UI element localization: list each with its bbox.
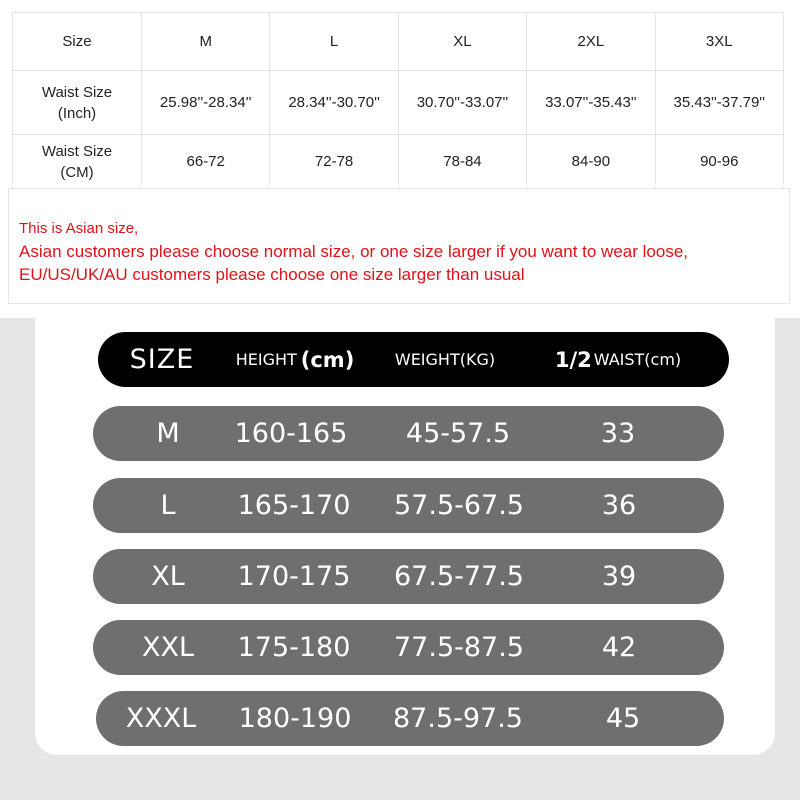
row-height: 175-180	[237, 632, 351, 663]
header-height-unit: (cm)	[300, 347, 355, 372]
table-cell: 25.98''-28.34''	[142, 71, 270, 135]
table-header-cell: M	[142, 13, 270, 71]
header-waist-prefix: 1/2	[554, 347, 592, 372]
row-size: XXXL	[125, 703, 197, 734]
row-height: 170-175	[237, 561, 351, 592]
row-height: 180-190	[238, 703, 352, 734]
table-header-row	[13, 13, 784, 71]
table-cell: 30.70''-33.07''	[398, 71, 526, 135]
header-waist-label: WAIST(cm)	[593, 350, 682, 369]
header-size-label: SIZE	[129, 344, 195, 375]
table-header-cell: XL	[398, 13, 526, 71]
row-waist: 36	[601, 490, 637, 521]
table-cell: 33.07''-35.43''	[527, 71, 655, 135]
table-cut-divider	[12, 184, 784, 186]
table-header-cell: Size	[13, 13, 142, 71]
table-cell: 84-90	[527, 135, 655, 189]
row-label-cell	[13, 71, 142, 135]
row-waist: 39	[601, 561, 637, 592]
chart-row	[96, 691, 724, 746]
table-cell: 28.34''-30.70''	[270, 71, 398, 135]
header-weight-unit: (KG)	[459, 350, 496, 369]
table-cell: 66-72	[142, 135, 270, 189]
row-height: 160-165	[234, 418, 348, 449]
row-label-line: Waist Size	[41, 83, 113, 101]
header-waist	[538, 332, 698, 387]
note-line: EU/US/UK/AU customers please choose one size larger than usual	[19, 265, 525, 284]
chart-header-pill	[98, 332, 729, 387]
header-height	[226, 332, 364, 387]
chart-row	[93, 620, 724, 675]
row-waist: 45	[605, 703, 641, 734]
row-size: L	[160, 490, 176, 521]
row-weight: 45-57.5	[405, 418, 511, 449]
row-label-unit: (Inch)	[57, 104, 97, 122]
table-cell: 35.43''-37.79''	[655, 71, 783, 135]
note-line: This is Asian size,	[19, 220, 139, 237]
table-row	[13, 71, 784, 135]
row-waist: 33	[600, 418, 636, 449]
note-line: Asian customers please choose normal size, or one size larger if you want to wear loose,	[19, 242, 688, 261]
row-weight: 57.5-67.5	[394, 490, 524, 521]
table-row	[13, 135, 784, 189]
row-size: M	[156, 418, 180, 449]
table-cell: 78-84	[398, 135, 526, 189]
table-header-cell: 2XL	[527, 13, 655, 71]
row-label-line: Waist Size	[41, 142, 113, 160]
row-label-cell	[13, 135, 142, 189]
row-size: XXL	[141, 632, 195, 663]
waist-size-table	[12, 12, 784, 189]
row-size: XL	[151, 561, 185, 592]
chart-row	[93, 406, 724, 461]
header-weight-label: WEIGHT	[394, 350, 460, 369]
chart-row	[93, 478, 724, 533]
row-waist: 42	[601, 632, 637, 663]
row-weight: 67.5-77.5	[394, 561, 524, 592]
size-note-box	[8, 188, 790, 304]
row-label-unit: (CM)	[60, 163, 94, 181]
row-weight: 87.5-97.5	[393, 703, 523, 734]
row-weight: 77.5-87.5	[394, 632, 524, 663]
table-cell: 90-96	[655, 135, 783, 189]
table-header-cell: L	[270, 13, 398, 71]
header-weight	[370, 332, 520, 387]
chart-row	[93, 549, 724, 604]
row-height: 165-170	[237, 490, 351, 521]
header-height-label: HEIGHT	[235, 350, 297, 369]
table-cell: 72-78	[270, 135, 398, 189]
table-header-cell: 3XL	[655, 13, 783, 71]
